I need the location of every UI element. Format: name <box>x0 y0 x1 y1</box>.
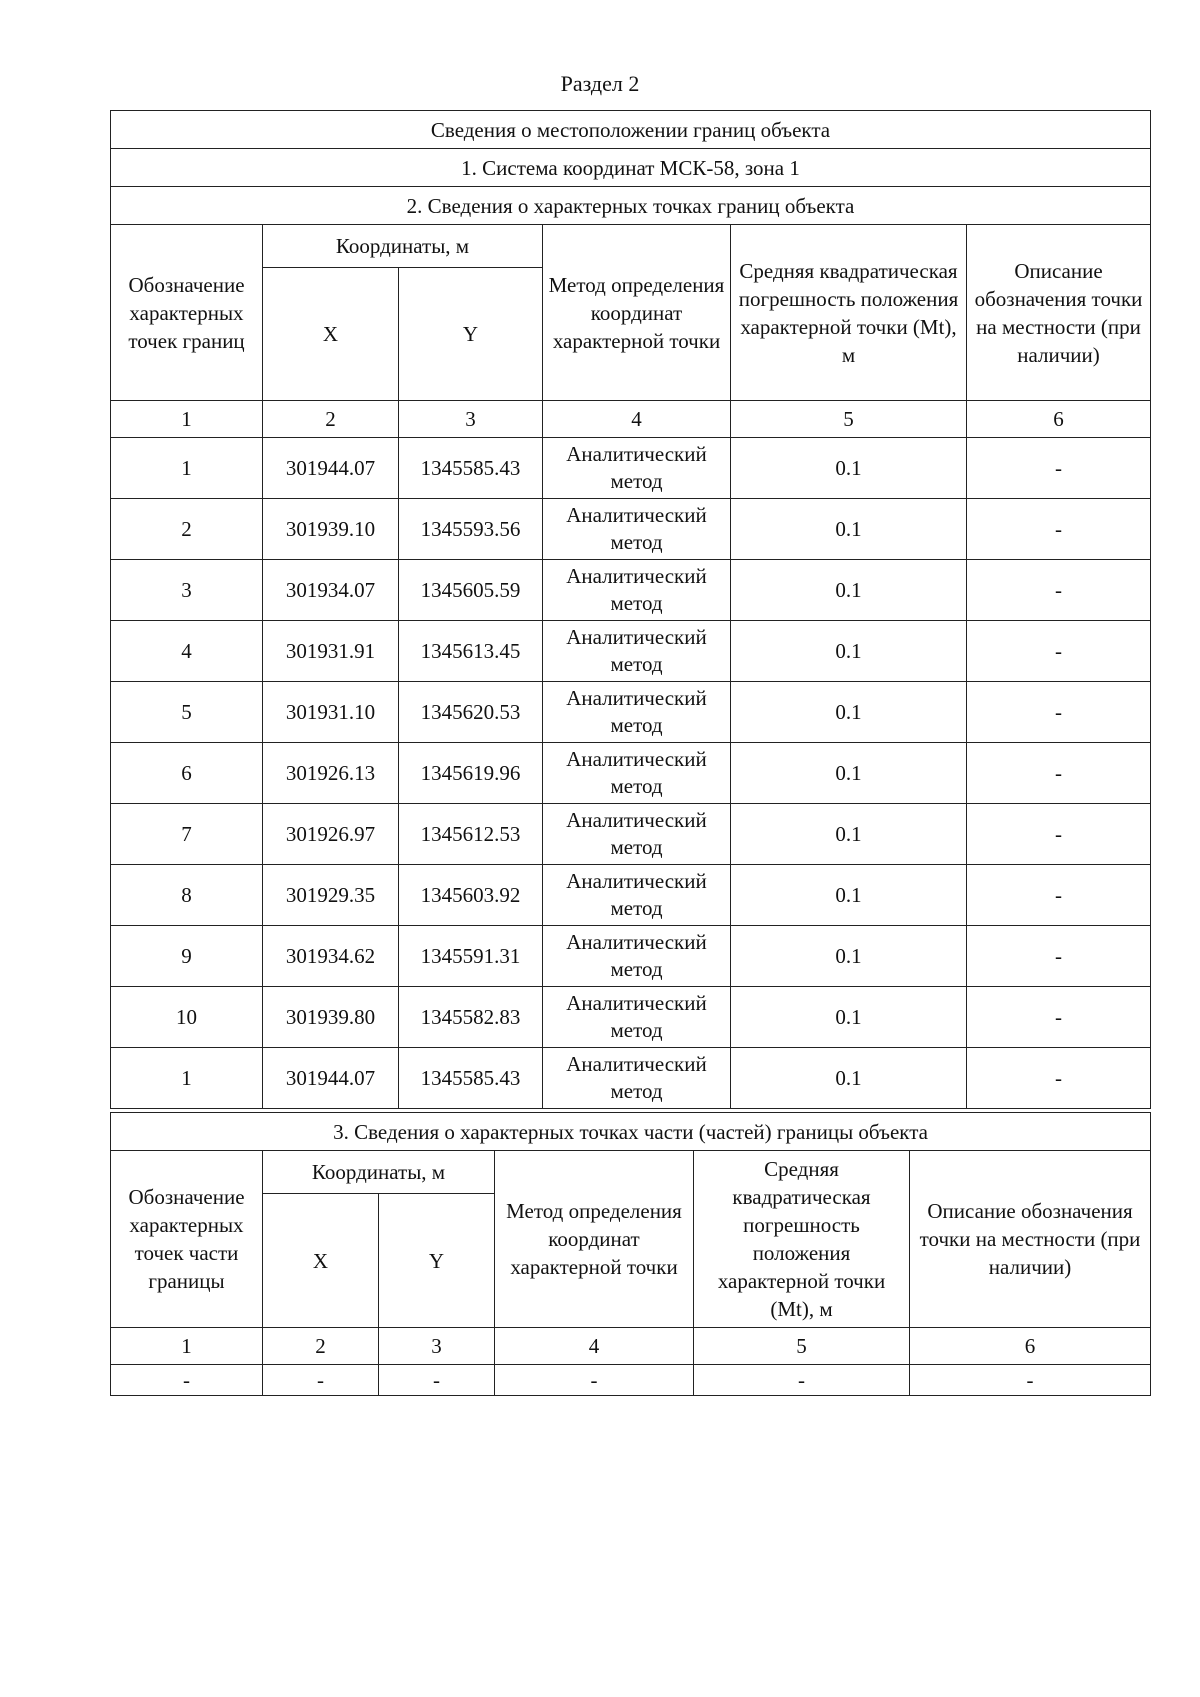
column-number: 6 <box>967 401 1151 438</box>
column-number: 5 <box>731 401 967 438</box>
cell-method: - <box>495 1365 694 1396</box>
cell-mt: 0.1 <box>731 743 967 804</box>
table-row <box>111 987 1151 1048</box>
cell-description: - <box>967 987 1151 1048</box>
coord-system-row <box>111 149 1151 187</box>
cell-point: 9 <box>111 926 263 987</box>
column-number: 2 <box>263 401 399 438</box>
cell-x: 301944.07 <box>263 438 399 499</box>
table-row <box>111 1048 1151 1109</box>
cell-point: 3 <box>111 560 263 621</box>
cell-y: 1345593.56 <box>399 499 543 560</box>
part-header-designation: Обозначение характерных точек части границы <box>111 1151 263 1328</box>
coord-system: 1. Система координат МСК-58, зона 1 <box>111 149 1151 187</box>
table-row <box>111 865 1151 926</box>
cell-x: 301931.10 <box>263 682 399 743</box>
cell-point: 4 <box>111 621 263 682</box>
part-header-row <box>111 1151 1151 1194</box>
cell-method: Аналитический метод <box>543 987 731 1048</box>
part-header-method: Метод определения координат характерной точки <box>495 1151 694 1328</box>
cell-y: 1345619.96 <box>399 743 543 804</box>
column-number: 3 <box>399 401 543 438</box>
points-title-row <box>111 187 1151 225</box>
cell-y: 1345603.92 <box>399 865 543 926</box>
cell-method: Аналитический метод <box>543 682 731 743</box>
cell-description: - <box>967 499 1151 560</box>
table-row <box>111 438 1151 499</box>
cell-mt: 0.1 <box>731 560 967 621</box>
cell-y: 1345585.43 <box>399 1048 543 1109</box>
header-designation: Обозначение характерных точек границ <box>111 225 263 401</box>
cell-method: Аналитический метод <box>543 743 731 804</box>
part-column-number: 3 <box>379 1328 495 1365</box>
cell-mt: 0.1 <box>731 621 967 682</box>
part-table-row <box>111 1365 1151 1396</box>
part-column-number: 2 <box>263 1328 379 1365</box>
cell-x: 301939.80 <box>263 987 399 1048</box>
cell-y: 1345582.83 <box>399 987 543 1048</box>
column-number: 4 <box>543 401 731 438</box>
column-number-row <box>111 401 1151 438</box>
cell-x: 301929.35 <box>263 865 399 926</box>
part-column-number-row <box>111 1328 1151 1365</box>
cell-point: 5 <box>111 682 263 743</box>
part-header-x: X <box>263 1194 379 1328</box>
header-row <box>111 225 1151 268</box>
part-boundary-points-table <box>110 1112 1151 1396</box>
header-x: X <box>263 268 399 401</box>
cell-x: 301934.62 <box>263 926 399 987</box>
column-number: 1 <box>111 401 263 438</box>
table-row <box>111 560 1151 621</box>
part-column-number: 1 <box>111 1328 263 1365</box>
cell-description: - <box>967 926 1151 987</box>
table-row <box>111 743 1151 804</box>
cell-x: 301944.07 <box>263 1048 399 1109</box>
table-row <box>111 621 1151 682</box>
cell-point: 6 <box>111 743 263 804</box>
points-title: 2. Сведения о характерных точках границ объекта <box>111 187 1151 225</box>
cell-description: - <box>967 560 1151 621</box>
part-title-row <box>111 1113 1151 1151</box>
header-y: Y <box>399 268 543 401</box>
cell-point: 2 <box>111 499 263 560</box>
part-title: 3. Сведения о характерных точках части (частей) границы объекта <box>111 1113 1151 1151</box>
cell-mt: 0.1 <box>731 865 967 926</box>
main-title: Сведения о местоположении границ объекта <box>111 111 1151 149</box>
cell-x: 301931.91 <box>263 621 399 682</box>
cell-method: Аналитический метод <box>543 1048 731 1109</box>
cell-point: 7 <box>111 804 263 865</box>
part-header-y: Y <box>379 1194 495 1328</box>
cell-y: 1345620.53 <box>399 682 543 743</box>
cell-point: 10 <box>111 987 263 1048</box>
cell-point: 8 <box>111 865 263 926</box>
cell-point: 1 <box>111 1048 263 1109</box>
cell-description: - <box>967 438 1151 499</box>
section-label: Раздел 2 <box>560 71 640 96</box>
cell-x: 301926.13 <box>263 743 399 804</box>
table-row <box>111 499 1151 560</box>
cell-x: 301934.07 <box>263 560 399 621</box>
main-title-row <box>111 111 1151 149</box>
cell-y: - <box>379 1365 495 1396</box>
part-header-error: Средняя квадратическая погрешность положения характерной точки (Mt), м <box>694 1151 910 1328</box>
header-error: Средняя квадратическая погрешность положения характерной точки (Mt), м <box>731 225 967 401</box>
cell-description: - <box>967 804 1151 865</box>
cell-method: Аналитический метод <box>543 621 731 682</box>
header-description: Описание обозначения точки на местности (при наличии) <box>967 225 1151 401</box>
cell-y: 1345605.59 <box>399 560 543 621</box>
cell-mt: 0.1 <box>731 682 967 743</box>
part-column-number: 5 <box>694 1328 910 1365</box>
cell-description: - <box>910 1365 1151 1396</box>
cell-mt: - <box>694 1365 910 1396</box>
table-row <box>111 682 1151 743</box>
cell-mt: 0.1 <box>731 438 967 499</box>
table-row <box>111 804 1151 865</box>
part-header-coords: Координаты, м <box>263 1151 495 1194</box>
cell-y: 1345613.45 <box>399 621 543 682</box>
cell-point: 1 <box>111 438 263 499</box>
cell-point: - <box>111 1365 263 1396</box>
boundary-points-table <box>110 110 1151 1109</box>
part-column-number: 4 <box>495 1328 694 1365</box>
part-header-description: Описание обозначения точки на местности (при наличии) <box>910 1151 1151 1328</box>
cell-description: - <box>967 865 1151 926</box>
cell-x: - <box>263 1365 379 1396</box>
cell-method: Аналитический метод <box>543 560 731 621</box>
cell-mt: 0.1 <box>731 1048 967 1109</box>
cell-method: Аналитический метод <box>543 499 731 560</box>
table-row <box>111 926 1151 987</box>
cell-description: - <box>967 682 1151 743</box>
cell-y: 1345612.53 <box>399 804 543 865</box>
cell-x: 301926.97 <box>263 804 399 865</box>
cell-description: - <box>967 1048 1151 1109</box>
cell-y: 1345585.43 <box>399 438 543 499</box>
cell-method: Аналитический метод <box>543 926 731 987</box>
cell-mt: 0.1 <box>731 987 967 1048</box>
cell-x: 301939.10 <box>263 499 399 560</box>
header-coords: Координаты, м <box>263 225 543 268</box>
cell-description: - <box>967 621 1151 682</box>
header-method: Метод определения координат характерной точки <box>543 225 731 401</box>
cell-mt: 0.1 <box>731 499 967 560</box>
cell-method: Аналитический метод <box>543 804 731 865</box>
cell-method: Аналитический метод <box>543 865 731 926</box>
cell-method: Аналитический метод <box>543 438 731 499</box>
cell-y: 1345591.31 <box>399 926 543 987</box>
cell-description: - <box>967 743 1151 804</box>
part-column-number: 6 <box>910 1328 1151 1365</box>
cell-mt: 0.1 <box>731 926 967 987</box>
cell-mt: 0.1 <box>731 804 967 865</box>
